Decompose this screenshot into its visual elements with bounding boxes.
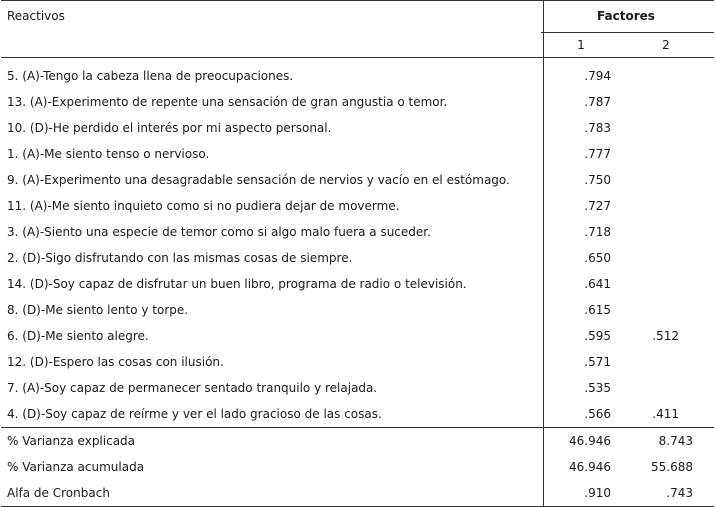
item-label: 2. (D)-Sigo disfrutando con las mismas cosas de siempre. xyxy=(7,251,353,265)
factor-1-value: .787 xyxy=(584,95,611,109)
factor-1-value: .777 xyxy=(584,147,611,161)
factor-2-value: .411 xyxy=(652,407,679,421)
item-label: 9. (A)-Experimento una desagradable sensación de nervios y vacío en el estómago. xyxy=(7,173,510,187)
table-row xyxy=(1,349,714,375)
table-row xyxy=(1,167,714,193)
summary-rows xyxy=(1,427,714,507)
item-label: 11. (A)-Me siento inquieto como si no pudiera dejar de moverme. xyxy=(7,199,400,213)
table-row xyxy=(1,245,714,271)
table-row xyxy=(1,63,714,89)
factor-1-value: .910 xyxy=(584,486,611,500)
table-row xyxy=(1,219,714,245)
factor-1-value: .566 xyxy=(584,407,611,421)
factor-2-value: 55.688 xyxy=(651,460,693,474)
factor-1-value: .727 xyxy=(584,199,611,213)
summary-label: % Varianza explicada xyxy=(7,434,136,448)
factor-1-value: .595 xyxy=(584,329,611,343)
item-label: 14. (D)-Soy capaz de disfrutar un buen libro, programa de radio o televisión. xyxy=(7,277,467,291)
table-row xyxy=(1,375,714,401)
factor-1-value: .615 xyxy=(584,303,611,317)
item-label: 4. (D)-Soy capaz de reírme y ver el lado gracioso de las cosas. xyxy=(7,407,382,421)
factor-2-value: .512 xyxy=(652,329,679,343)
factor-1-header: 1 xyxy=(577,38,585,52)
factor-2-value: .743 xyxy=(666,486,693,500)
item-label: 3. (A)-Siento una especie de temor como si algo malo fuera a suceder. xyxy=(7,225,431,239)
table-row xyxy=(1,271,714,297)
item-label: 1. (A)-Me siento tenso o nervioso. xyxy=(7,147,210,161)
header-row-1 xyxy=(1,0,714,33)
item-label: 8. (D)-Me siento lento y torpe. xyxy=(7,303,189,317)
item-rows xyxy=(1,58,714,427)
header-row-2 xyxy=(1,33,714,58)
summary-label: Alfa de Cronbach xyxy=(7,486,110,500)
factor-1-value: .750 xyxy=(584,173,611,187)
factor-1-value: .535 xyxy=(584,381,611,395)
item-label: 6. (D)-Me siento alegre. xyxy=(7,329,149,343)
summary-row xyxy=(1,428,714,454)
table-row xyxy=(1,115,714,141)
factor-loadings-table xyxy=(1,0,714,507)
table-row xyxy=(1,141,714,167)
factor-1-value: .641 xyxy=(584,277,611,291)
factor-1-value: .794 xyxy=(584,69,611,83)
item-label: 10. (D)-He perdido el interés por mi aspecto personal. xyxy=(7,121,332,135)
item-label: 13. (A)-Experimento de repente una sensación de gran angustia o temor. xyxy=(7,95,448,109)
factor-1-value: .718 xyxy=(584,225,611,239)
table-row xyxy=(1,89,714,115)
factor-1-value: 46.946 xyxy=(569,434,611,448)
factor-1-value: .571 xyxy=(584,355,611,369)
table-row xyxy=(1,323,714,349)
item-label: 12. (D)-Espero las cosas con ilusión. xyxy=(7,355,224,369)
table-row xyxy=(1,297,714,323)
summary-row xyxy=(1,480,714,506)
table-row xyxy=(1,193,714,219)
summary-label: % Varianza acumulada xyxy=(7,460,145,474)
factor-1-value: 46.946 xyxy=(569,460,611,474)
item-label: 5. (A)-Tengo la cabeza llena de preocupaciones. xyxy=(7,69,294,83)
table-row xyxy=(1,401,714,427)
factor-2-header: 2 xyxy=(662,38,670,52)
reactivos-header: Reactivos xyxy=(7,9,65,23)
factor-1-value: .650 xyxy=(584,251,611,265)
factores-header: Factores xyxy=(597,9,655,23)
factor-1-value: .783 xyxy=(584,121,611,135)
summary-row xyxy=(1,454,714,480)
item-label: 7. (A)-Soy capaz de permanecer sentado tranquilo y relajada. xyxy=(7,381,378,395)
factor-2-value: 8.743 xyxy=(658,434,693,448)
